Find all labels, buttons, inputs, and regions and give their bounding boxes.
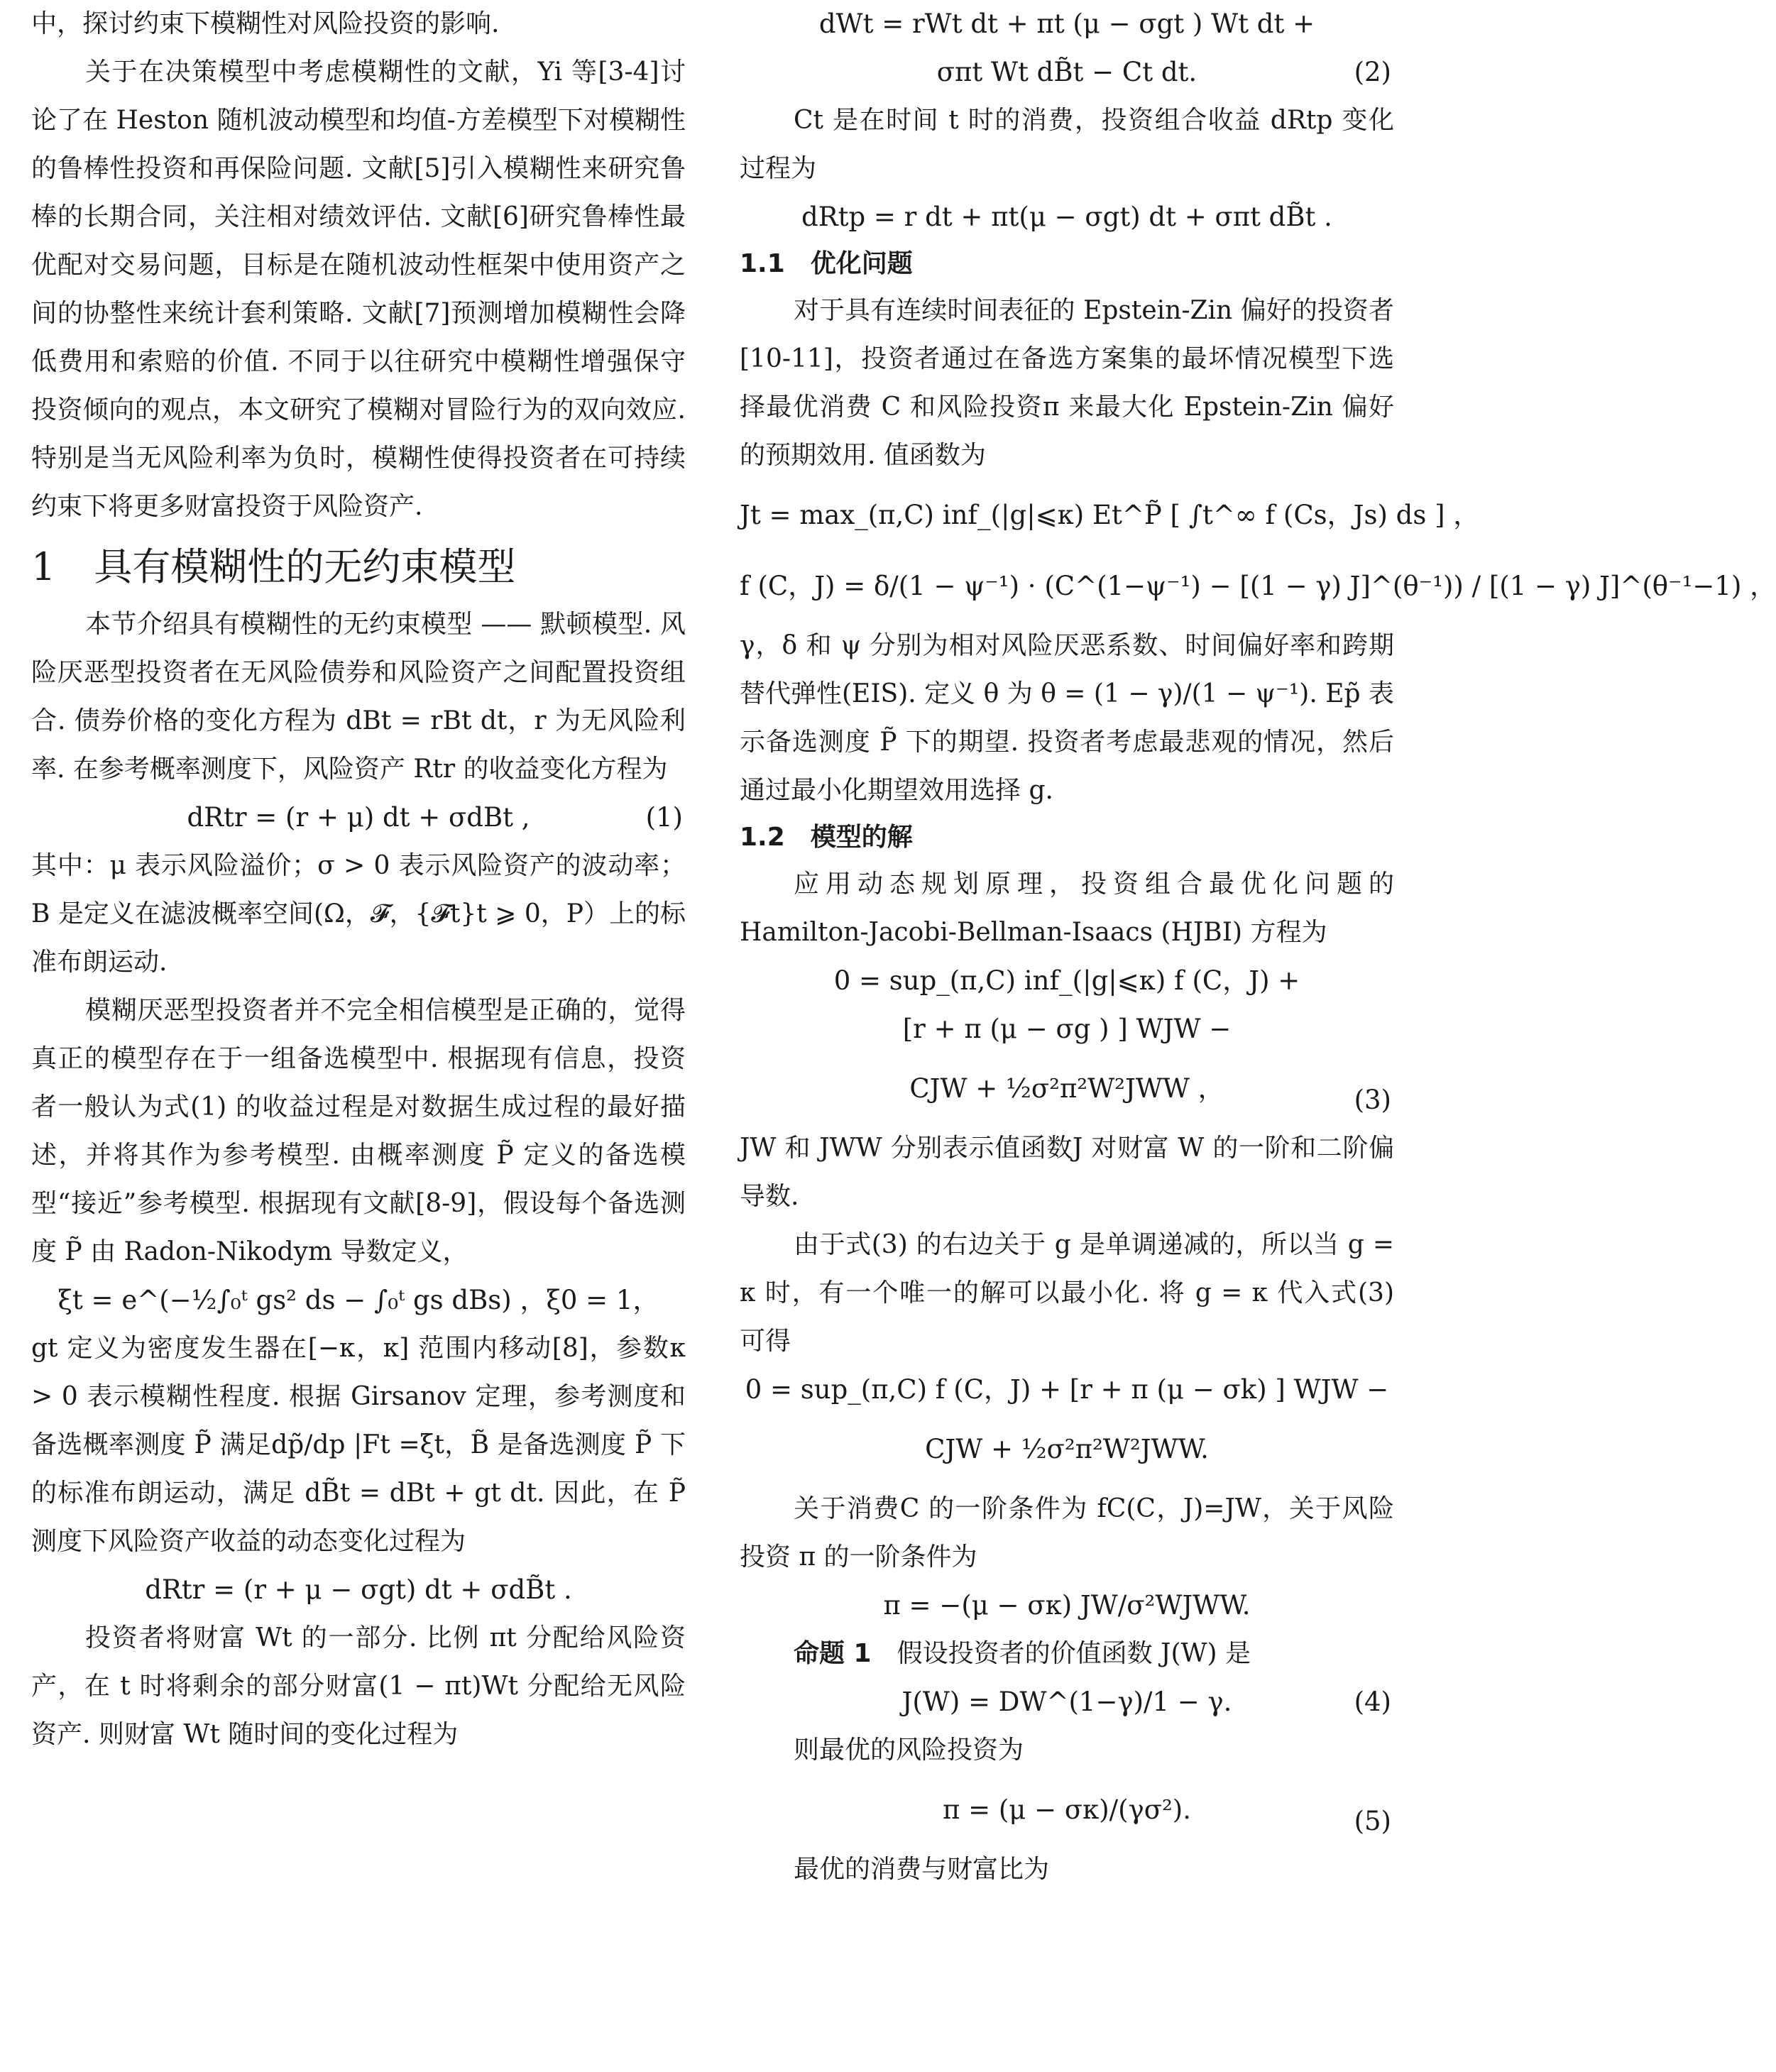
equation-body: π = (μ − σκ)/(γσ²).: [943, 1794, 1191, 1825]
paragraph: 中，探讨约束下模糊性对风险投资的影响.: [31, 9, 500, 38]
equation-body: ξt = e^(−½∫₀ᵗ gs² ds − ∫₀ᵗ gs dBs) ，ξ0 = 1，: [57, 1285, 659, 1315]
equation: [740, 1775, 1394, 1846]
equation-body: dRtr = (r + μ − σgt) dt + σdB̃t .: [145, 1574, 572, 1605]
paragraph: Ct 是在时间 t 时的消费，投资组合收益 dRtp 变化过程为: [740, 106, 1394, 183]
equation: [740, 480, 1480, 551]
equation: [740, 1678, 1394, 1726]
right-column: [740, 0, 1776, 1894]
equation: [740, 957, 1394, 1005]
equation: [740, 193, 1394, 241]
equation-body: dRtr = (r + μ) dt + σdBt ,: [187, 802, 530, 833]
paragraph: 由于式(3) 的右边关于 g 是单调递减的，所以当 g = κ 时，有一个唯一的解可以最小化. 将 g = κ 代入式(3) 可得: [740, 1230, 1394, 1356]
subsection-heading: 1.1 优化问题: [740, 249, 913, 278]
proposition-label: 命题 1: [794, 1639, 872, 1668]
paragraph: JW 和 JWW 分别表示值函数J 对财富 W 的一阶和二阶偏导数.: [740, 1134, 1394, 1211]
equation-body: σπt Wt dB̃t − Ct dt.: [936, 57, 1197, 87]
equation: [740, 1053, 1394, 1124]
equation: [740, 1005, 1394, 1053]
equation-body: π = −(μ − σκ) JW/σ²WJWW.: [883, 1590, 1251, 1621]
paragraph: gt 定义为密度发生器在[−κ，κ] 范围内移动[8]，参数κ > 0 表示模糊性程度. 根据 Girsanov 定理，参考测度和备选概率测度 P̃ 满足dp̃/dp |Ft =ξt，B̃ 是备选测度 P̃ 下的标准布朗运动，满足 dB̃t = dBt + gt dt. 因此，在 P̃ 测度下风险资产收益的动态变化过程为: [31, 1334, 686, 1556]
equation-number: (5): [1354, 1806, 1391, 1836]
equation-body: 0 = sup_(π,C) f (C，J) + [r + π (μ − σk) ] WJW −: [745, 1374, 1389, 1405]
equation-body: dRtp = r dt + πt(μ − σgt) dt + σπt dB̃t .: [801, 202, 1332, 232]
equation: [740, 1582, 1394, 1630]
equation-body: 0 = sup_(π,C) inf_(|g|⩽κ) f (C，J) +: [833, 965, 1300, 996]
paragraph: 最优的消费与财富比为: [794, 1855, 1050, 1884]
equation: [740, 1414, 1394, 1485]
equation-body: CJW + ½σ²π²W²JWW ，: [909, 1073, 1224, 1104]
paragraph: 应用动态规划原理，投资组合最优化问题的 Hamilton-Jacobi-Bellman-Isaacs (HJBI) 方程为: [740, 870, 1394, 947]
equation-body: CJW + ½σ²π²W²JWW.: [925, 1434, 1209, 1464]
subsection-heading: 1.2 模型的解: [740, 823, 913, 852]
equation: [31, 1276, 686, 1325]
equation-body: dWt = rWt dt + πt (μ − σgt ) Wt dt +: [818, 9, 1315, 39]
equation-number: (1): [645, 802, 683, 833]
equation-number: (3): [1354, 1085, 1391, 1115]
paragraph: 对于具有连续时间表征的 Epstein-Zin 偏好的投资者[10-11]，投资者通过在备选方案集的最坏情况模型下选择最优消费 C 和风险投资π 来最大化 Epstein-Zin 偏好的预期效用. 值函数为: [740, 296, 1394, 470]
left-column: [31, 0, 686, 1759]
equation: [740, 0, 1394, 48]
section-heading: 1 具有模糊性的无约束模型: [31, 544, 516, 589]
equation: [740, 1366, 1394, 1414]
equation-body: Jt = max_(π,C) inf_(|g|⩽κ) Et^P̃ [ ∫t^∞ f (Cs，Js) ds ] ，: [740, 500, 1480, 530]
proposition: [740, 1630, 1394, 1678]
paragraph: 模糊厌恶型投资者并不完全相信模型是正确的，觉得真正的模型存在于一组备选模型中. 根据现有信息，投资者一般认为式(1) 的收益过程是对数据生成过程的最好描述，并将其作为参考模型. 由概率测度 P̃ 定义的备选模型“接近”参考模型. 根据现有文献[8-9]，假设每个备选测度 P̃ 由 Radon-Nikodym 导数定义，: [31, 996, 686, 1266]
proposition-text: 假设投资者的价值函数 J(W) 是: [871, 1639, 1251, 1668]
paragraph: 关于在决策模型中考虑模糊性的文献，Yi 等[3-4]讨论了在 Heston 随机波动模型和均值-方差模型下对模糊性的鲁棒性投资和再保险问题. 文献[5]引入模糊性来研究鲁棒的长期合同，关注相对绩效评估. 文献[6]研究鲁棒性最优配对交易问题，目标是在随机波动性框架中使用资产之间的协整性来统计套利策略. 文献[7]预测增加模糊性会降低费用和索赔的价值. 不同于以往研究中模糊性增强保守投资倾向的观点，本文研究了模糊对冒险行为的双向效应. 特别是当无风险利率为负时，模糊性使得投资者在可持续约束下将更多财富投资于风险资产.: [31, 57, 686, 521]
paragraph: 投资者将财富 Wt 的一部分. 比例 πt 分配给风险资产，在 t 时将剩余的部分财富(1 − πt)Wt 分配给无风险资产. 则财富 Wt 随时间的变化过程为: [31, 1623, 686, 1749]
equation: [31, 1566, 686, 1614]
paragraph: 其中：μ 表示风险溢价；σ > 0 表示风险资产的波动率；B 是定义在滤波概率空间(Ω，𝓕，{𝓕t}t ⩾ 0，P）上的标准布朗运动.: [31, 851, 686, 977]
paragraph: 本节介绍具有模糊性的无约束模型 —— 默顿模型. 风险厌恶型投资者在无风险债券和风险资产之间配置投资组合. 债券价格的变化方程为 dBt = rBt dt，r 为无风险利率. 在参考概率测度下，风险资产 Rtr 的收益变化方程为: [31, 610, 686, 784]
equation-number: (2): [1354, 57, 1391, 87]
equation: [740, 551, 1776, 622]
equation-body: f (C，J) = δ/(1 − ψ⁻¹) · (C^(1−ψ⁻¹) − [(1 − γ) J]^(θ⁻¹)) / [(1 − γ) J]^(θ⁻¹−1) ，: [740, 571, 1776, 601]
paragraph: γ，δ 和 ψ 分别为相对风险厌恶系数、时间偏好率和跨期替代弹性(EIS). 定义 θ 为 θ = (1 − γ)/(1 − ψ⁻¹). Ep̃ 表示备选测度 P̃ 下的期望. 投资者考虑最悲观的情况，然后通过最小化期望效用选择 g.: [740, 631, 1394, 805]
paragraph: 则最优的风险投资为: [794, 1736, 1024, 1765]
paragraph: 关于消费C 的一阶条件为 fC(C，J)=JW，关于风险投资 π 的一阶条件为: [740, 1494, 1394, 1572]
equation-body: J(W) = DW^(1−γ)/1 − γ.: [901, 1687, 1232, 1717]
equation: [740, 48, 1394, 97]
equation-number: (4): [1354, 1687, 1391, 1717]
equation-body: [r + π (μ − σg ) ] WJW −: [902, 1014, 1232, 1044]
equation: [31, 794, 686, 842]
